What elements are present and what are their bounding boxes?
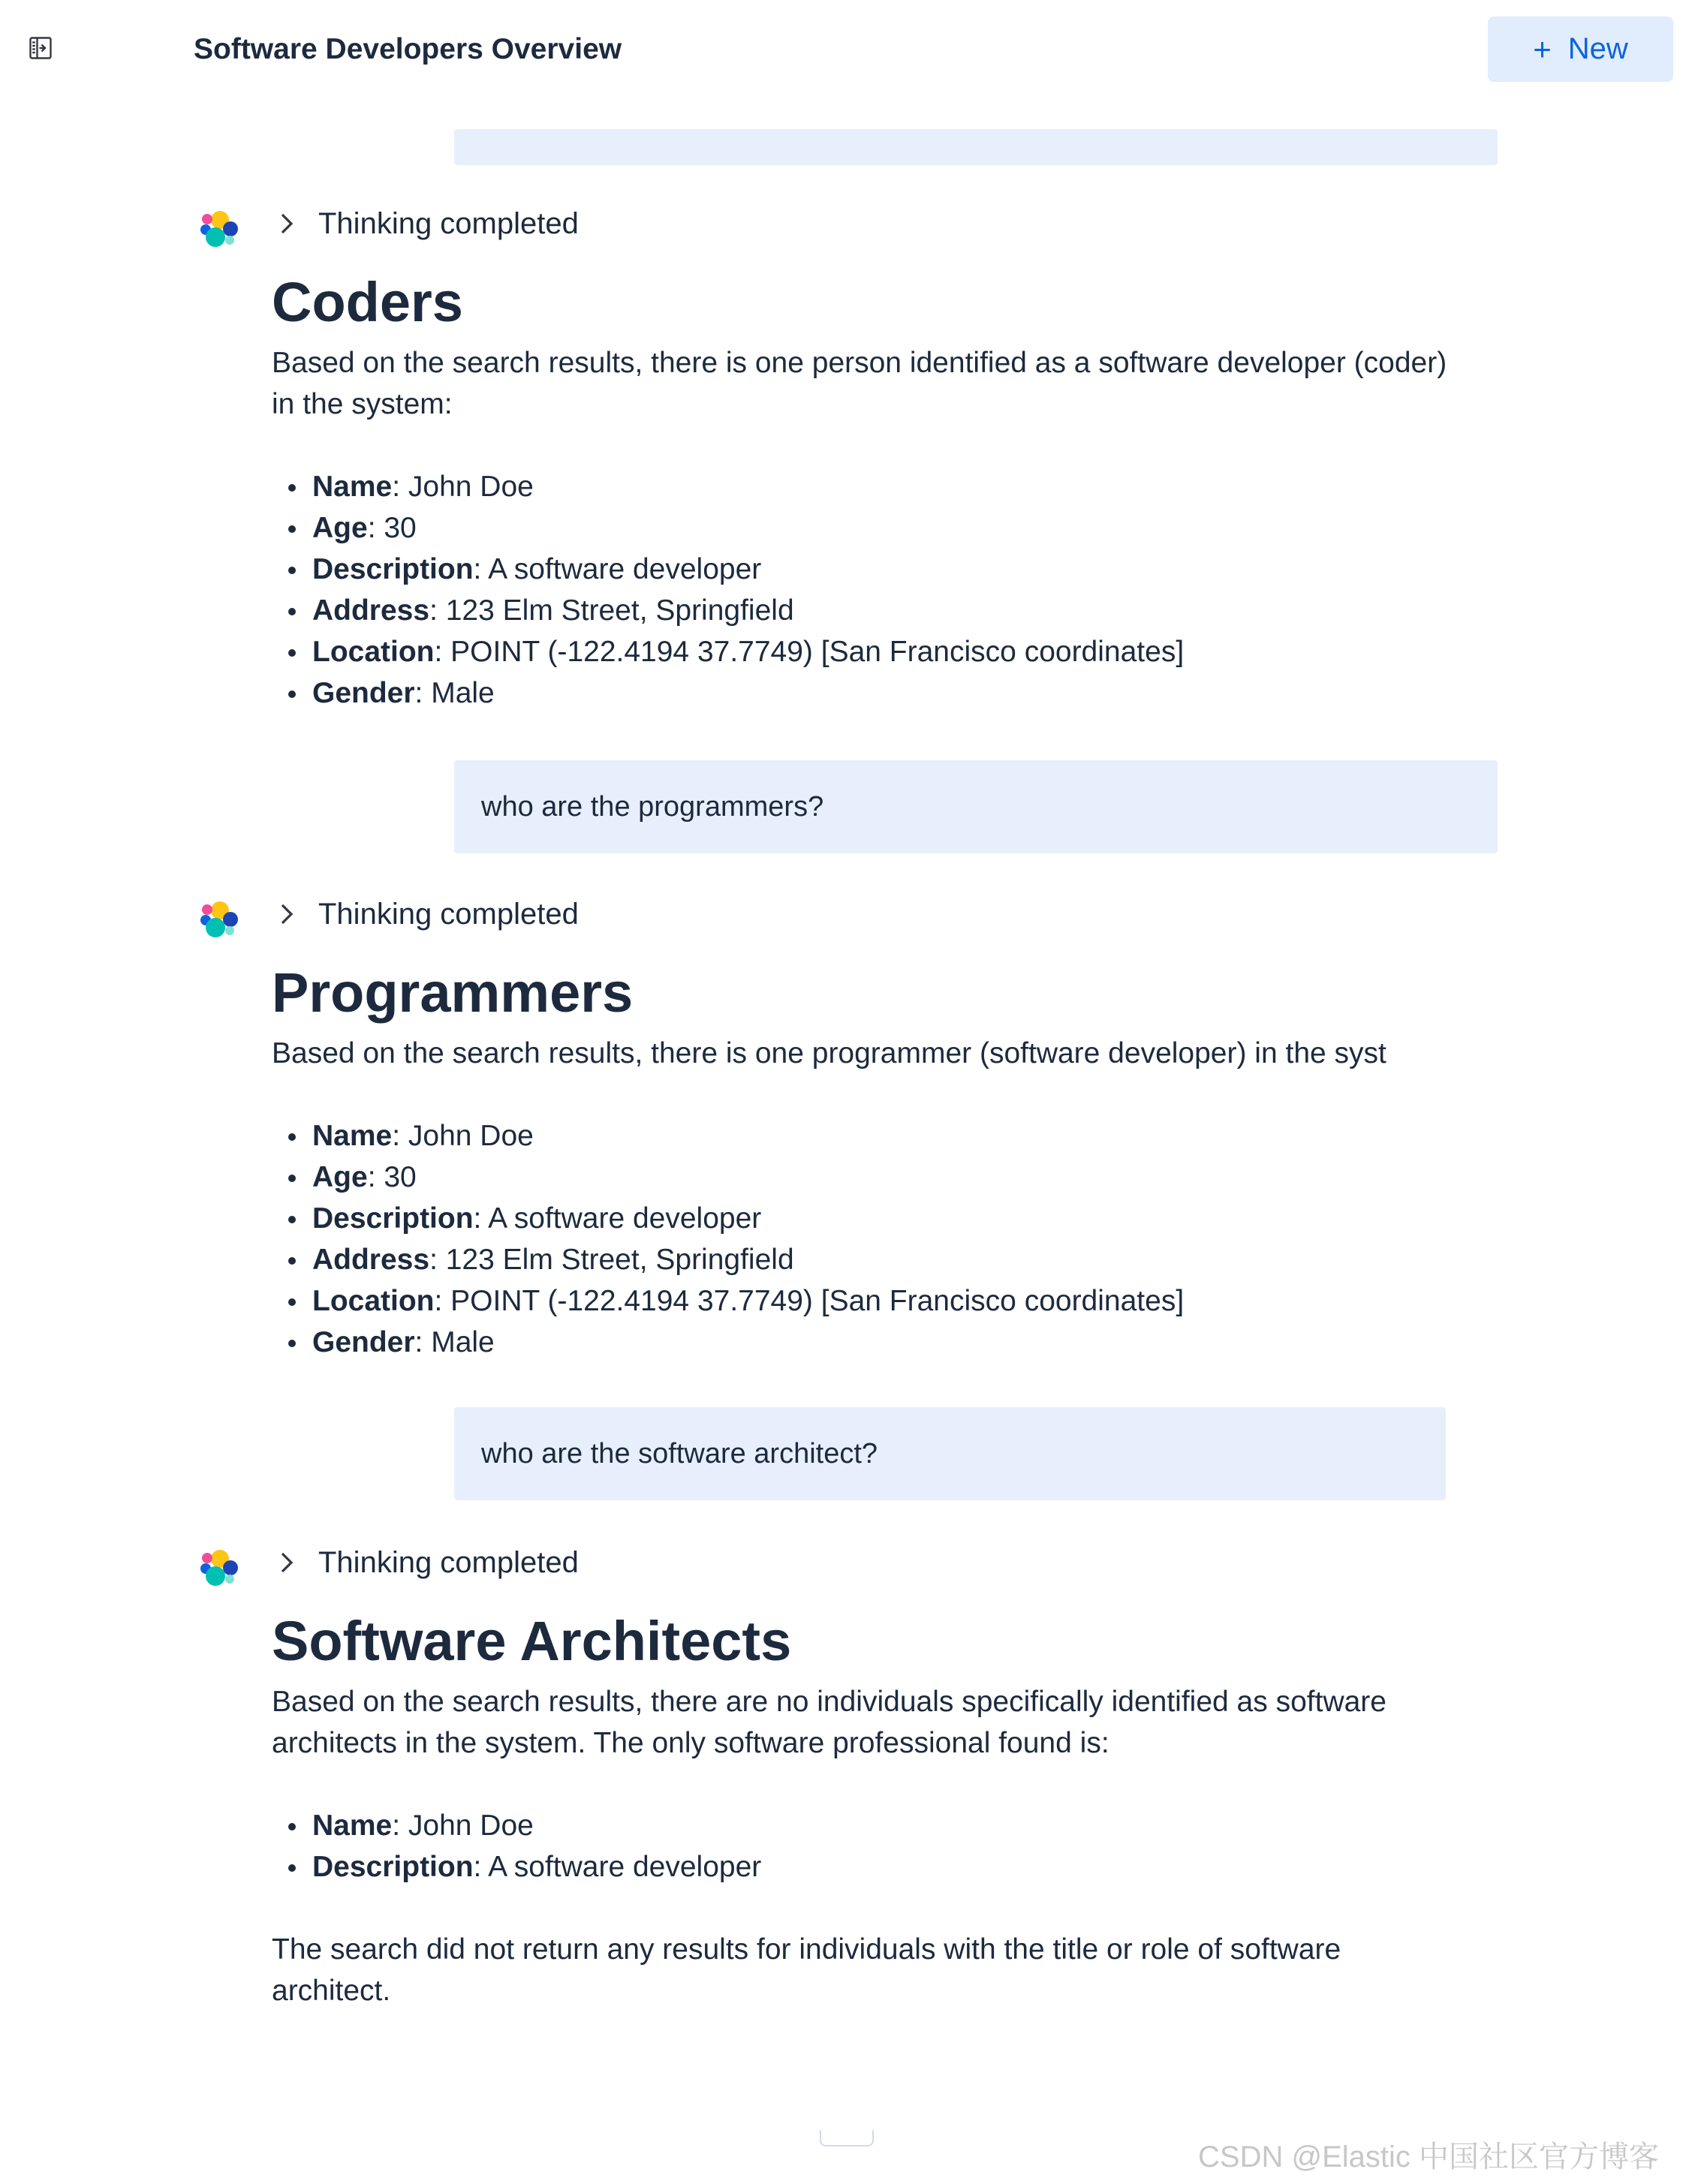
- list-item: Name: John Doe: [272, 1805, 1465, 1846]
- answer-heading: Software Architects: [272, 1610, 792, 1672]
- thinking-toggle[interactable]: [278, 204, 579, 243]
- list-item: Age: 30: [272, 507, 1450, 549]
- list-item: Address: 123 Elm Street, Springfield: [272, 1239, 1450, 1280]
- chevron-right-icon: [278, 1551, 297, 1574]
- answer-list: [272, 1115, 1450, 1363]
- plus-icon: +: [1533, 31, 1552, 67]
- answer-list: [272, 1805, 1465, 1888]
- user-message-bubble: [454, 129, 1498, 165]
- new-button-label: New: [1567, 32, 1628, 65]
- thinking-toggle[interactable]: [278, 1543, 579, 1582]
- thinking-label: Thinking completed: [318, 206, 579, 240]
- answer-intro: Based on the search results, there is one programmer (software developer) in the syst: [272, 1037, 1386, 1069]
- list-item: Gender: Male: [272, 1322, 1450, 1363]
- scroll-to-bottom-handle[interactable]: [820, 2130, 874, 2146]
- thinking-label: Thinking completed: [318, 897, 579, 931]
- assistant-answer: [272, 1608, 1465, 2011]
- sidebar-toggle-icon: [27, 35, 54, 62]
- list-item: Location: POINT (-122.4194 37.7749) [San Francisco coordinates]: [272, 1280, 1450, 1322]
- chevron-right-icon: [278, 212, 297, 235]
- list-item: Name: John Doe: [272, 466, 1450, 507]
- answer-list: [272, 466, 1450, 714]
- list-item: Location: POINT (-122.4194 37.7749) [San Francisco coordinates]: [272, 631, 1450, 672]
- sidebar-toggle-button[interactable]: [23, 30, 59, 66]
- new-conversation-button[interactable]: [1488, 17, 1673, 82]
- chevron-right-icon: [278, 903, 297, 925]
- answer-intro: Based on the search results, there is one person identified as a software developer (coder) in the system:: [272, 347, 1447, 420]
- watermark: CSDN @Elastic 中国社区官方博客: [1198, 2140, 1659, 2173]
- list-item: Gender: Male: [272, 672, 1450, 714]
- thinking-toggle[interactable]: [278, 895, 579, 934]
- list-item: Age: 30: [272, 1157, 1450, 1198]
- assistant-answer: [272, 959, 1450, 1363]
- answer-intro: Based on the search results, there are no individuals specifically identified as software architects in the system. The only software professional found is:: [272, 1686, 1386, 1759]
- assistant-answer: [272, 269, 1450, 714]
- list-item: Address: 123 Elm Street, Springfield: [272, 590, 1450, 631]
- user-message-bubble: who are the programmers?: [454, 760, 1498, 853]
- user-message-bubble: who are the software architect?: [454, 1407, 1446, 1500]
- answer-heading: Programmers: [272, 961, 634, 1024]
- thinking-label: Thinking completed: [318, 1545, 579, 1579]
- list-item: Description: A software developer: [272, 549, 1450, 590]
- conversation-title: Software Developers Overview: [194, 33, 622, 65]
- list-item: Description: A software developer: [272, 1198, 1450, 1239]
- list-item: Name: John Doe: [272, 1115, 1450, 1157]
- assistant-avatar-icon: [197, 898, 240, 942]
- assistant-avatar-icon: [197, 208, 240, 251]
- assistant-avatar-icon: [197, 1547, 240, 1590]
- answer-outro: The search did not return any results for individuals with the title or role of software architect.: [272, 1933, 1341, 2007]
- answer-heading: Coders: [272, 271, 463, 333]
- list-item: Description: A software developer: [272, 1846, 1465, 1888]
